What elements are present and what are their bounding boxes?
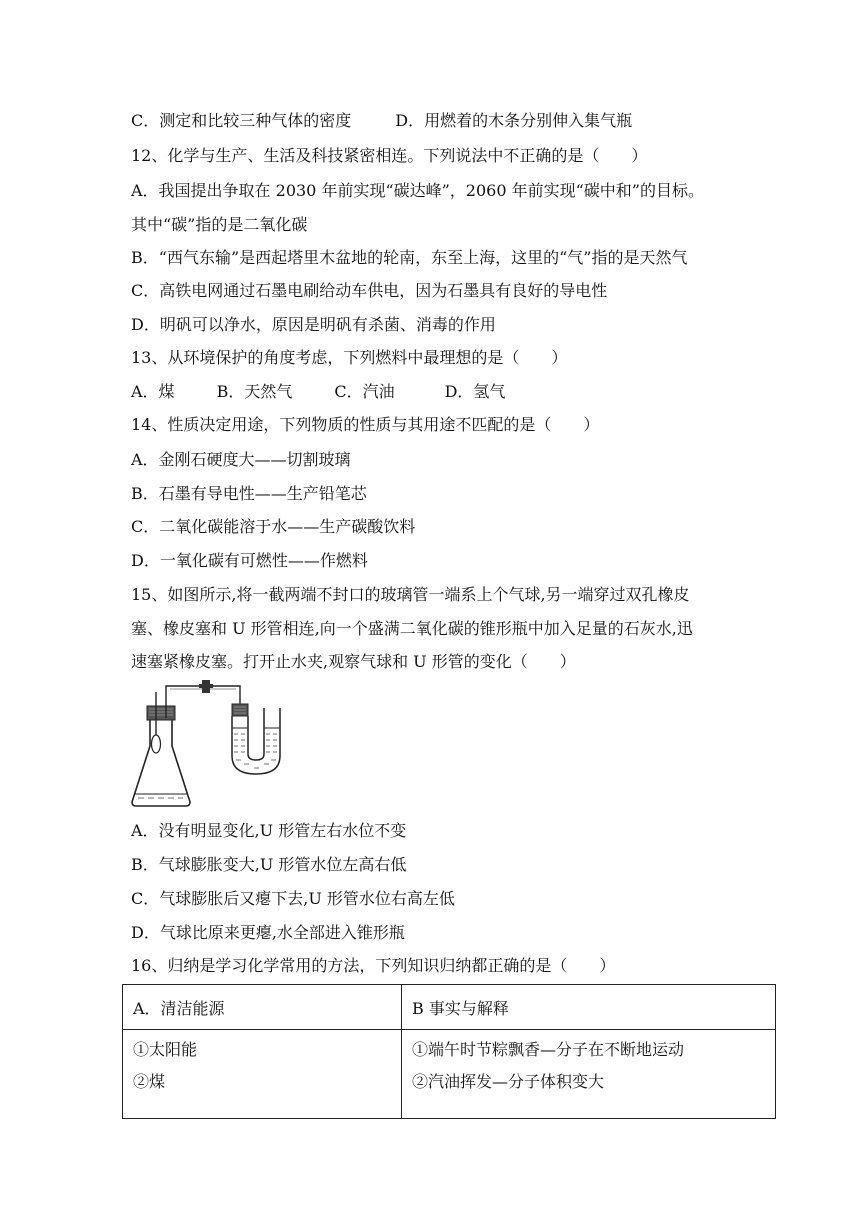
q16-table (122, 984, 776, 1119)
q14-option-b: B．石墨有导电性——生产铅笔芯 (131, 484, 367, 503)
table-b-item: ①端午时节粽飘香—分子在不断地运动 (412, 1040, 685, 1059)
q13-stem: 13、从环境保护的角度考虑，下列燃料中最理想的是（ ） (131, 348, 568, 367)
u-tube (232, 708, 280, 774)
q14-option-d: D．一氧化碳有可燃性——作燃料 (131, 551, 368, 570)
table-cell-a (123, 1030, 402, 1119)
q13-option-c: C．汽油 (334, 382, 395, 401)
q12-option-a-line1: A．我国提出争取在 2030 年前实现“碳达峰”，2060 年前实现“碳中和”的目标。 (131, 181, 704, 200)
q14-option-a: A．金刚石硬度大——切割玻璃 (131, 450, 351, 469)
table-a-item: ②煤 (133, 1072, 166, 1091)
q13-option-d: D．氢气 (444, 382, 506, 401)
table-b-item: ②汽油挥发—分子体积变大 (412, 1072, 605, 1091)
q13-options (131, 382, 505, 402)
q15-stem-line1: 15、如图所示,将一截两端不封口的玻璃管一端系上个气球,另一端穿过双孔橡皮 (131, 585, 690, 604)
flask-u-tube-diagram (128, 678, 308, 810)
rubber-stopper-flask (147, 706, 175, 720)
q15-option-d: D．气球比原来更瘪,水全部进入锥形瓶 (131, 923, 405, 942)
q14-option-c: C．二氧化碳能溶于水——生产碳酸饮料 (131, 517, 416, 536)
q11-options-cd (131, 111, 632, 131)
q14-stem: 14、性质决定用途，下列物质的性质与其用途不匹配的是（ ） (131, 415, 600, 434)
q11-option-d: D．用燃着的木条分别伸入集气瓶 (395, 111, 633, 130)
q12-stem: 12、化学与生产、生活及科技紧密相连。下列说法中不正确的是（ ） (131, 146, 648, 165)
q15-stem-line2: 塞、橡皮塞和 U 形管相连,向一个盛满二氧化碳的锥形瓶中加入足量的石灰水,迅 (131, 619, 693, 638)
table-header-a: A．清洁能源 (123, 985, 402, 1030)
balloon (152, 735, 161, 753)
q13-option-b: B．天然气 (216, 382, 293, 401)
conical-flask (132, 718, 190, 806)
q16-stem: 16、归纳是学习化学常用的方法，下列知识归纳都正确的是（ ） (131, 956, 616, 975)
table-cell-b (402, 1030, 776, 1119)
table-header-b: B 事实与解释 (402, 985, 776, 1030)
q12-option-a-line2: 其中“碳”指的是二氧化碳 (131, 215, 308, 234)
q13-option-a: A．煤 (131, 382, 175, 401)
table-a-item: ①太阳能 (133, 1040, 198, 1059)
q12-option-d: D．明矾可以净水，原因是明矾有杀菌、消毒的作用 (131, 315, 496, 334)
q12-option-b: B．“西气东输”是西起塔里木盆地的轮南，东至上海，这里的“气”指的是天然气 (131, 248, 688, 267)
q15-option-b: B．气球膨胀变大,U 形管水位左高右低 (131, 855, 407, 874)
q15-stem-line3: 速塞紧橡皮塞。打开止水夹,观察气球和 U 形管的变化（ ） (131, 652, 576, 671)
q15-option-c: C．气球膨胀后又瘪下去,U 形管水位右高左低 (131, 889, 455, 908)
q12-option-c: C．高铁电网通过石墨电刷给动车供电，因为石墨具有良好的导电性 (131, 281, 608, 300)
q11-option-c: C．测定和比较三种气体的密度 (131, 111, 352, 130)
q15-option-a: A．没有明显变化,U 形管左右水位不变 (131, 821, 407, 840)
apparatus-figure (128, 678, 308, 810)
